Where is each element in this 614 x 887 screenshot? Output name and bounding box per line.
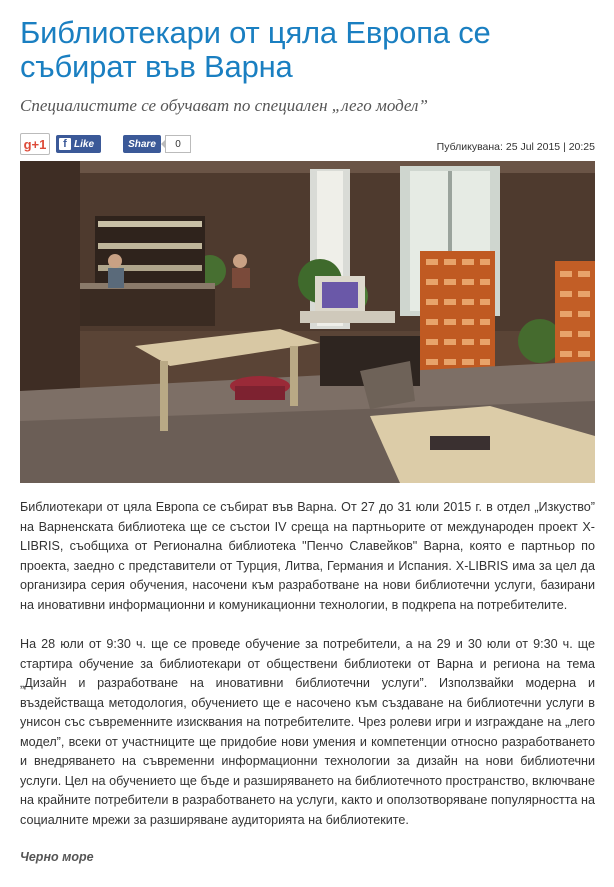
share-count-badge: 0 xyxy=(165,135,191,153)
facebook-like-label: Like xyxy=(74,138,95,150)
facebook-share-button[interactable]: Share xyxy=(123,135,161,153)
article-photo xyxy=(20,161,595,483)
article-body xyxy=(20,498,595,830)
article-subtitle: Специалистите се обучават по специален „лего модел” xyxy=(20,96,428,115)
article xyxy=(20,16,595,864)
article-title: Библиотекари от цяла Европа се събират във Варна xyxy=(20,15,491,84)
facebook-like-button[interactable] xyxy=(56,135,101,153)
facebook-icon: f xyxy=(59,138,71,150)
article-paragraph: На 28 юли от 9:30 ч. ще се проведе обучение за потребители, а на 29 и 30 юли от 9:30 ч. ще стартира обучение за библиотекари от обществени библиотеки от Варна и региона на тема „Дизайн и разработване на иновативни библиотечни услуги”. Използвайки модерна и въздействаща методология, обучението ще е насочено към създаване на библиотечни услуги в унисон със съвременните изисквания на потребителите. Чрез ролеви игри и изграждане на „лего модел”, всеки от участниците ще придобие нови умения и компетенции относно разработването и внедряването на съвременни информационни технологии за дизайн на нови библиотечни услуги. Цел на обучението ще бъде и разширяването на библиотечното пространство, включване на крайните потребители в разработването на услуги, както и оползотворяване популярността на социалните мрежи за разширяване аудиторията на библиотеките. xyxy=(20,637,595,827)
share-bar xyxy=(20,133,595,157)
google-plus-button[interactable]: g+1 xyxy=(20,133,50,155)
article-source: Черно море xyxy=(20,850,94,864)
article-paragraph: Библиотекари от цяла Европа се събират във Варна. От 27 до 31 юли 2015 г. в отдел „Изкуство” на Варненската библиотека ще се състои IV среща на партньорите от международен проект X-LIBRIS, съобщиха от Регионална библиотека "Пенчо Славейков" Варна, която е партньор по проекта, заедно с представители от Турция, Литва, Германия и Испания. X-LIBRIS има за цел да организира серия обучения, насочени към разработване на нови библиотечни услуги, базирани на иновативни информационни и комуникационни технологии, в подкрепа на потребителите. xyxy=(20,500,595,612)
library-room-image xyxy=(20,161,595,483)
published-date: Публикувана: 25 Jul 2015 | 20:25 xyxy=(436,141,595,153)
